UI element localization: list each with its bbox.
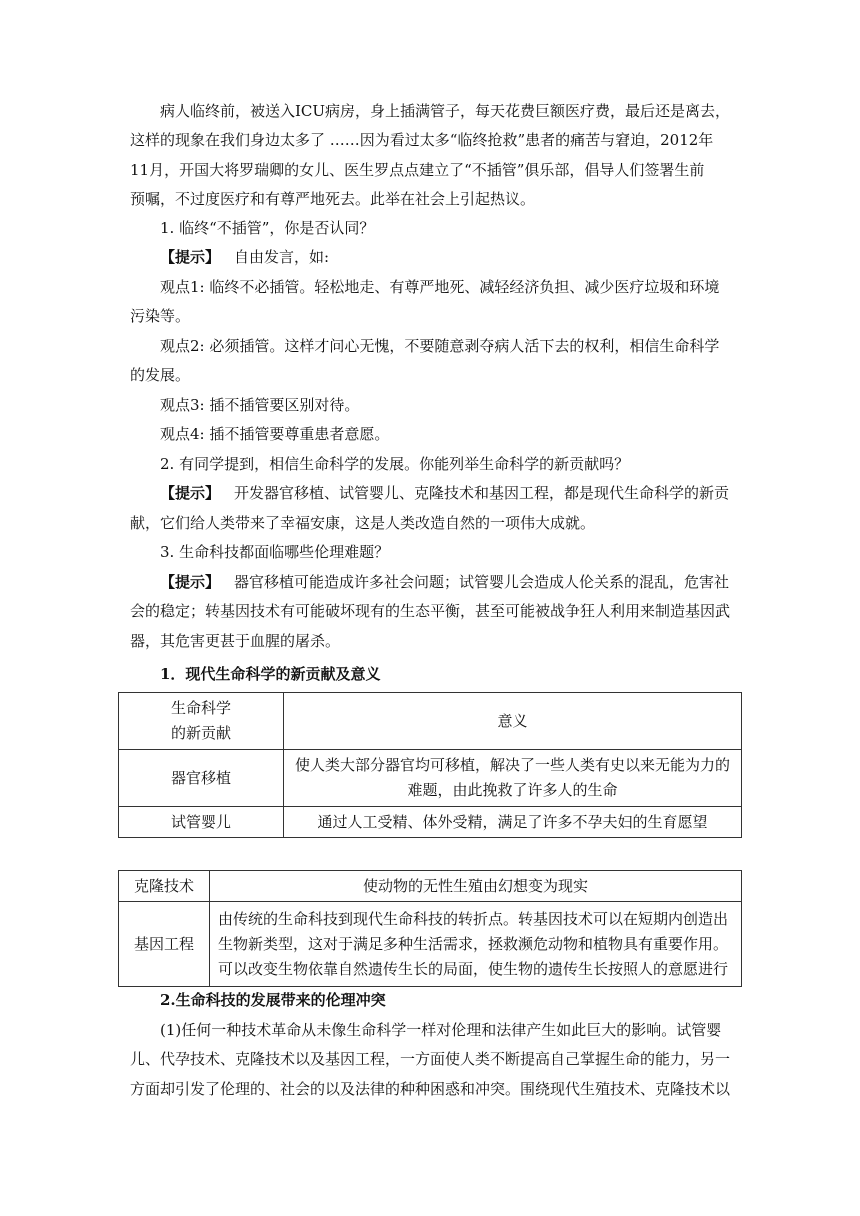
question-3: 3. 生命科技都面临哪些伦理难题？: [160, 543, 390, 561]
header-text: 的新贡献: [170, 724, 231, 742]
header-cell-contribution: [119, 693, 284, 750]
section-2-paragraph-cont: 方面却引发了伦理的、社会的以及法律的种种困惑和冲突。围绕现代生殖技术、克隆技术以: [130, 1080, 731, 1098]
row-name: 器官移植: [119, 750, 284, 807]
row-meaning: 通过人工受精、体外受精，满足了许多不孕夫妇的生育愿望: [284, 807, 742, 838]
viewpoint-4: 观点4: 插不插管要尊重患者意愿。: [160, 425, 390, 443]
row-name: 克隆技术: [119, 871, 210, 902]
intro-line: 这样的现象在我们身边太多了 ……因为看过太多“临终抢救”患者的痛苦与窘迫，2012年: [130, 131, 714, 149]
meaning-line: 使人类大部分器官均可移植，解决了一些人类有史以来无能为力的: [294, 756, 730, 774]
q3-hint-cont: 会的稳定；转基因技术有可能破坏现有的生态平衡，甚至可能被战争狂人利用来制造基因武: [130, 602, 731, 620]
table-header-row: [119, 693, 742, 750]
contributions-table-continued: [118, 870, 742, 987]
question-1: 1. 临终“不插管”，你是否认同？: [160, 219, 375, 237]
hint-label: 【提示】: [160, 573, 221, 591]
table-row: [119, 807, 742, 838]
section-2-paragraph-cont: 儿、代孕技术、克隆技术以及基因工程，一方面使人类不断提高自己掌握生命的能力，另一: [130, 1050, 731, 1068]
intro-line: 11月，开国大将罗瑞卿的女儿、医生罗点点建立了“不插管”俱乐部，倡导人们签署生前: [130, 161, 705, 179]
meaning-line: 难题，由此挽救了许多人的生命: [407, 781, 618, 799]
row-name: 试管婴儿: [119, 807, 284, 838]
row-name: 基因工程: [119, 902, 210, 987]
q3-hint: [160, 570, 770, 595]
viewpoint-1: 观点1: 临终不必插管。轻松地走、有尊严地死、减轻经济负担、减少医疗垃圾和环境: [160, 278, 720, 296]
header-text: 生命科学: [170, 699, 231, 717]
intro-line: 病人临终前，被送入ICU病房，身上插满管子，每天花费巨额医疗费，最后还是离去，: [160, 102, 731, 120]
meaning-line: 生物新类型，这对于满足多种生活需求，拯救濒危动物和植物具有重要作用。: [218, 934, 729, 953]
q2-hint-cont: 献，它们给人类带来了幸福安康，这是人类改造自然的一项伟大成就。: [130, 514, 596, 532]
viewpoint-1-cont: 污染等。: [130, 307, 191, 325]
hint-label: 【提示】: [160, 484, 221, 502]
header-cell-meaning: 意义: [284, 693, 742, 750]
hint-text: 器官移植可能造成许多社会问题；试管婴儿会造成人伦关系的混乱，危害社: [234, 573, 730, 591]
table-row: [119, 902, 742, 987]
viewpoint-2: 观点2: 必须插管。这样才问心无愧，不要随意剥夺病人活下去的权利，相信生命科学: [160, 337, 720, 355]
meaning-line: 由传统的生命科技到现代生命科技的转折点。转基因技术可以在短期内创造出: [218, 909, 729, 928]
section-2-heading: 2.生命科技的发展带来的伦理冲突: [160, 991, 386, 1009]
row-meaning: [284, 750, 742, 807]
section-2-paragraph: (1)任何一种技术革命从未像生命科学一样对伦理和法律产生如此巨大的影响。试管婴: [160, 1021, 722, 1039]
meaning-line: 可以改变生物依靠自然遗传生长的局面，使生物的遗传生长按照人的意愿进行: [218, 959, 729, 978]
viewpoint-2-cont: 的发展。: [130, 366, 191, 384]
row-meaning: [210, 902, 742, 987]
contributions-table: [118, 692, 742, 838]
hint-text: 开发器官移植、试管婴儿、克隆技术和基因工程，都是现代生命科学的新贡: [234, 484, 730, 502]
row-meaning: 使动物的无性生殖由幻想变为现实: [210, 871, 742, 902]
question-2: 2. 有同学提到，相信生命科学的发展。你能列举生命科学的新贡献吗？: [160, 455, 630, 473]
section-1-heading: 1．现代生命科学的新贡献及意义: [160, 665, 381, 683]
q2-hint: [160, 481, 770, 506]
table-row: [119, 871, 742, 902]
intro-line: 预嘱，不过度医疗和有尊严地死去。此举在社会上引起热议。: [130, 190, 536, 208]
hint-text: 自由发言，如:: [234, 248, 330, 266]
table-row: [119, 750, 742, 807]
viewpoint-3: 观点3: 插不插管要区别对待。: [160, 396, 360, 414]
hint-label: 【提示】: [160, 248, 221, 266]
q1-hint: [160, 245, 770, 270]
q3-hint-cont: 器，其危害更甚于血腥的屠杀。: [130, 632, 341, 650]
